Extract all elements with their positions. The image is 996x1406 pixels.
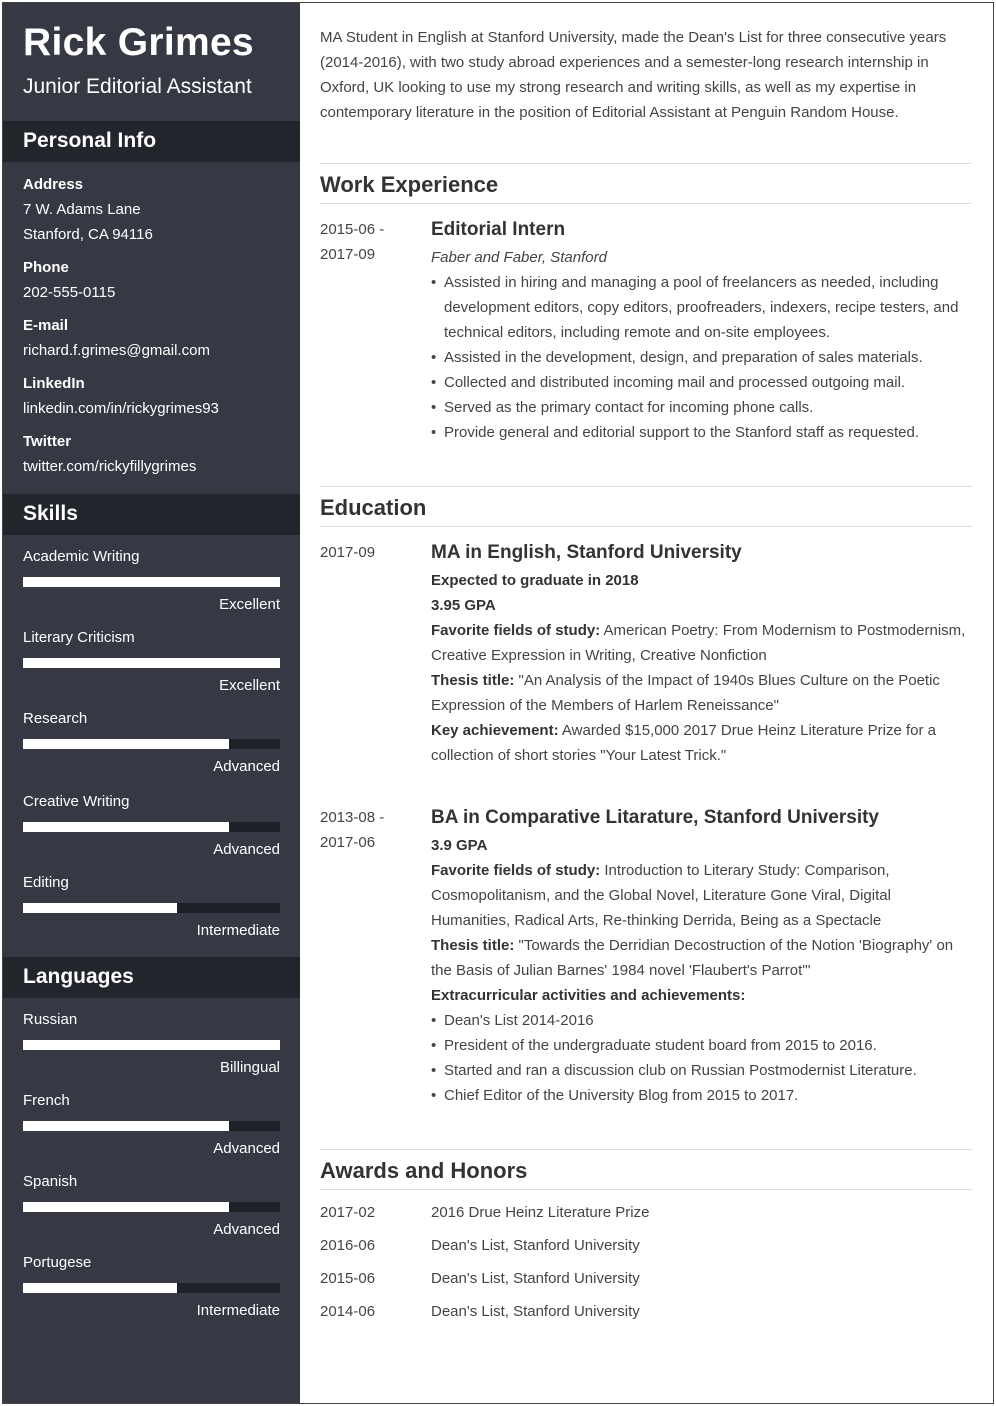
list-item: • Provide general and editorial support to the Stanford staff as requested. bbox=[431, 420, 972, 445]
phone-item bbox=[23, 255, 280, 305]
language-bar bbox=[23, 1202, 280, 1212]
award-name: Dean's List, Stanford University bbox=[431, 1237, 640, 1254]
skill-item bbox=[23, 792, 280, 873]
extracurricular-label: Extracurricular activities and achievements: bbox=[431, 987, 746, 1004]
phone-label: Phone bbox=[23, 259, 69, 276]
thesis-value: "Towards the Derridian Decostruction of the Notion 'Biography' on the Basis of Julian Barnes' 1984 novel 'Flaubert's Parrot'" bbox=[431, 937, 954, 979]
education-date bbox=[320, 805, 420, 855]
language-bar bbox=[23, 1040, 280, 1050]
resume-page bbox=[2, 2, 994, 1404]
email-value: richard.f.grimes@gmail.com bbox=[23, 342, 210, 359]
graduation-note: Expected to graduate in 2018 bbox=[431, 572, 639, 589]
language-name: Russian bbox=[23, 1011, 78, 1028]
thesis-label: Thesis title: bbox=[431, 937, 515, 954]
list-item: • Served as the primary contact for incoming phone calls. bbox=[431, 395, 972, 420]
skill-name: Creative Writing bbox=[23, 793, 130, 810]
thesis-value: "An Analysis of the Impact of 1940s Blues Culture on the Poetic Expression of the Members of Harlem Reneissance" bbox=[431, 672, 940, 714]
list-item: • Assisted in hiring and managing a pool of freelancers as needed, including development editors, copy editors, proofreaders, indexers, recipe testers, and technical editors, including remote and on-site employees. bbox=[431, 270, 972, 345]
award-date: 2015-06 bbox=[320, 1270, 376, 1287]
award-item bbox=[320, 1266, 972, 1291]
work-date-start: 2015-06 - bbox=[320, 221, 385, 238]
awards-heading: Awards and Honors bbox=[320, 1149, 972, 1190]
skill-bar bbox=[23, 739, 280, 749]
job-duties-list bbox=[431, 270, 972, 445]
gpa: 3.9 GPA bbox=[431, 837, 488, 854]
address-label: Address bbox=[23, 176, 84, 193]
education-details bbox=[431, 805, 972, 1108]
skill-bar-fill bbox=[23, 739, 229, 749]
list-item: • Collected and distributed incoming mail and processed outgoing mail. bbox=[431, 370, 972, 395]
personal-info-heading: Personal Info bbox=[3, 121, 300, 162]
list-item: • Chief Editor of the University Blog from 2015 to 2017. bbox=[431, 1083, 972, 1108]
degree-title: MA in English, Stanford University bbox=[431, 542, 742, 563]
fields-of-study bbox=[431, 858, 972, 933]
personal-info-section bbox=[23, 172, 280, 487]
award-name: Dean's List, Stanford University bbox=[431, 1270, 640, 1287]
thesis-label: Thesis title: bbox=[431, 672, 515, 689]
email-item bbox=[23, 313, 280, 363]
achievement-value: Awarded $15,000 2017 Drue Heinz Literature Prize for a collection of short stories "Your Latest Trick." bbox=[431, 722, 937, 764]
work-experience-heading: Work Experience bbox=[320, 163, 972, 204]
work-date-end: 2017-09 bbox=[320, 246, 376, 263]
education-date-end: 2017-06 bbox=[320, 834, 376, 851]
award-item bbox=[320, 1299, 972, 1324]
skill-name: Research bbox=[23, 710, 88, 727]
thesis bbox=[431, 933, 972, 983]
company-name: Faber and Faber, Stanford bbox=[431, 249, 607, 266]
main-content bbox=[300, 3, 993, 1403]
education-details bbox=[431, 540, 972, 768]
twitter-value: twitter.com/rickyfillygrimes bbox=[23, 458, 197, 475]
skill-bar bbox=[23, 577, 280, 587]
address-line1: 7 W. Adams Lane bbox=[23, 201, 141, 218]
skill-name: Editing bbox=[23, 874, 69, 891]
list-item: • Started and ran a discussion club on Russian Postmodernist Literature. bbox=[431, 1058, 972, 1083]
list-item: • Assisted in the development, design, and preparation of sales materials. bbox=[431, 345, 972, 370]
skill-bar-fill bbox=[23, 903, 177, 913]
key-achievement bbox=[431, 718, 972, 768]
education-heading: Education bbox=[320, 486, 972, 527]
skill-item bbox=[23, 709, 280, 790]
candidate-title: Junior Editorial Assistant bbox=[23, 75, 252, 98]
twitter-label: Twitter bbox=[23, 433, 72, 450]
twitter-item bbox=[23, 429, 280, 479]
summary-paragraph: MA Student in English at Stanford University, made the Dean's List for three consecutive years (2014-2016), with two study abroad experiences and a semester-long research internship in Oxford, UK looking to use my strong research and writing skills, as well as my expertise in contemporary literature in the position of Editorial Assistant at Penguin Random House. bbox=[320, 29, 947, 121]
language-level: Billingual bbox=[219, 1059, 280, 1076]
language-bar-fill bbox=[23, 1040, 280, 1050]
thesis bbox=[431, 668, 972, 718]
language-bar-fill bbox=[23, 1121, 229, 1131]
skill-item bbox=[23, 628, 280, 709]
education-date bbox=[320, 540, 420, 565]
languages-heading: Languages bbox=[3, 957, 300, 998]
skill-item bbox=[23, 873, 280, 954]
address-item bbox=[23, 172, 280, 247]
language-name: Spanish bbox=[23, 1173, 78, 1190]
fields-value: Introduction to Literary Study: Comparison, Cosmopolitanism, and the Global Novel, Literature Gone Viral, Digital Humanities, Radical Arts, Re-thinking Derrida, Being as a Spectacle bbox=[431, 862, 891, 929]
language-item bbox=[23, 1253, 280, 1334]
list-item: • Dean's List 2014-2016 bbox=[431, 1008, 972, 1033]
language-item bbox=[23, 1172, 280, 1253]
skill-bar-fill bbox=[23, 658, 280, 668]
linkedin-value: linkedin.com/in/rickygrimes93 bbox=[23, 400, 219, 417]
language-item bbox=[23, 1010, 280, 1091]
phone-value: 202-555-0115 bbox=[23, 284, 116, 301]
skill-bar bbox=[23, 903, 280, 913]
language-item bbox=[23, 1091, 280, 1172]
fields-label: Favorite fields of study: bbox=[431, 622, 601, 639]
award-date: 2016-06 bbox=[320, 1237, 376, 1254]
skill-level: Advanced bbox=[213, 841, 280, 858]
skills-heading: Skills bbox=[3, 494, 300, 535]
language-level: Advanced bbox=[213, 1221, 280, 1238]
extracurricular-list bbox=[431, 1008, 972, 1108]
candidate-name: Rick Grimes bbox=[23, 21, 254, 64]
fields-label: Favorite fields of study: bbox=[431, 862, 601, 879]
address-line2: Stanford, CA 94116 bbox=[23, 226, 153, 243]
skill-bar bbox=[23, 658, 280, 668]
language-bar bbox=[23, 1283, 280, 1293]
award-date: 2014-06 bbox=[320, 1303, 376, 1320]
language-level: Intermediate bbox=[196, 1302, 280, 1319]
education-date-start: 2013-08 - bbox=[320, 809, 385, 826]
award-name: Dean's List, Stanford University bbox=[431, 1303, 640, 1320]
fields-of-study bbox=[431, 618, 972, 668]
linkedin-item bbox=[23, 371, 280, 421]
degree-title: BA in Comparative Litarature, Stanford University bbox=[431, 807, 880, 828]
skill-level: Excellent bbox=[219, 677, 280, 694]
email-label: E-mail bbox=[23, 317, 69, 334]
skill-bar bbox=[23, 822, 280, 832]
skill-bar-fill bbox=[23, 822, 229, 832]
skill-item bbox=[23, 547, 280, 628]
award-name: 2016 Drue Heinz Literature Prize bbox=[431, 1204, 650, 1221]
skill-name: Academic Writing bbox=[23, 548, 140, 565]
language-name: French bbox=[23, 1092, 70, 1109]
language-level: Advanced bbox=[213, 1140, 280, 1157]
gpa: 3.95 GPA bbox=[431, 597, 496, 614]
work-details bbox=[431, 217, 972, 445]
language-name: Portugese bbox=[23, 1254, 92, 1271]
language-bar bbox=[23, 1121, 280, 1131]
award-item bbox=[320, 1200, 972, 1225]
job-title: Editorial Intern bbox=[431, 219, 566, 240]
education-date-start: 2017-09 bbox=[320, 544, 376, 561]
skill-level: Intermediate bbox=[196, 922, 280, 939]
list-item: • President of the undergraduate student board from 2015 to 2016. bbox=[431, 1033, 972, 1058]
language-bar-fill bbox=[23, 1202, 229, 1212]
fields-value: American Poetry: From Modernism to Postmodernism, Creative Expression in Writing, Creative Nonfiction bbox=[431, 622, 966, 664]
skill-level: Excellent bbox=[219, 596, 280, 613]
skill-level: Advanced bbox=[213, 758, 280, 775]
achievement-label: Key achievement: bbox=[431, 722, 559, 739]
language-bar-fill bbox=[23, 1283, 177, 1293]
award-date: 2017-02 bbox=[320, 1204, 376, 1221]
linkedin-label: LinkedIn bbox=[23, 375, 85, 392]
award-item bbox=[320, 1233, 972, 1258]
skill-name: Literary Criticism bbox=[23, 629, 135, 646]
skill-bar-fill bbox=[23, 577, 280, 587]
sidebar bbox=[3, 3, 300, 1403]
work-date bbox=[320, 217, 420, 267]
